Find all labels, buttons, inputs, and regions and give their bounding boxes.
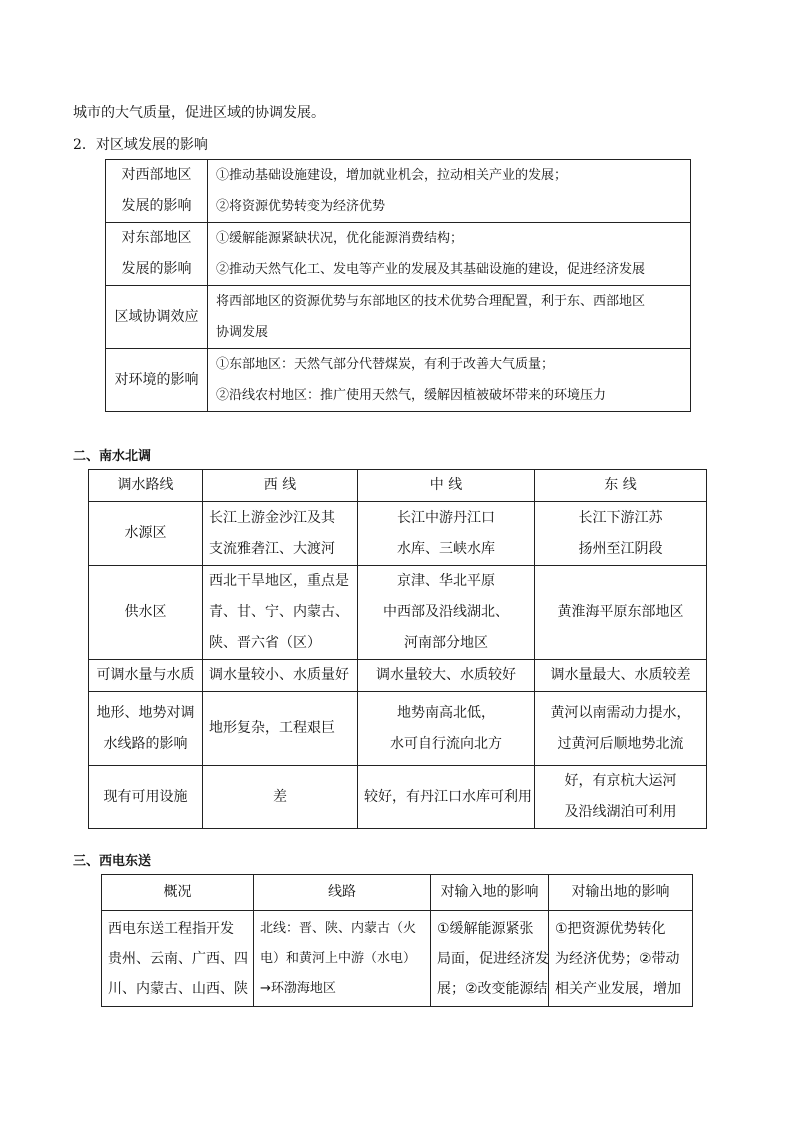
column-header [203, 470, 358, 502]
row-heading [106, 286, 208, 349]
middle-line-cell-line: 地势南高北低， [397, 704, 495, 721]
column-header-line: 对输入地的影响 [440, 884, 539, 900]
row-heading-line: 发展的影响 [121, 198, 192, 214]
table-xidian [101, 874, 693, 1007]
column-header-line: 对输出地的影响 [571, 884, 670, 900]
middle-line-cell-line: 河南部分地区 [404, 635, 488, 651]
column-header [89, 470, 203, 502]
middle-line-cell-line: 长江中游丹江口 [397, 509, 495, 526]
table-row [102, 911, 693, 1007]
west-line-cell [203, 766, 358, 829]
row-heading-line: 发展的影响 [121, 261, 192, 277]
row-content [208, 223, 691, 286]
row-heading [106, 349, 208, 412]
west-line-cell-line: 差 [273, 788, 287, 805]
middle-line-cell-line: 水库、三峡水库 [397, 540, 495, 557]
table-header-row [102, 875, 693, 911]
row-heading-line: 区域协调效应 [114, 308, 199, 325]
east-line-cell-line: 黄淮海平原东部地区 [557, 604, 684, 620]
input-effect-cell-line: 局面，促进经济发 [437, 950, 549, 967]
row-content-line: ①东部地区：天然气部分代替煤炭，有利于改善大气质量； [216, 357, 555, 372]
overview-cell-line: 川、内蒙古、山西、陕 [108, 980, 248, 997]
column-header [358, 470, 535, 502]
row-label-line: 供水区 [124, 604, 167, 620]
east-line-cell [535, 660, 707, 692]
row-heading-line: 对东部地区 [121, 230, 192, 246]
route-cell-line: →环渤海地区 [260, 980, 336, 996]
row-content-line: ①推动基础设施建设，增加就业机会，拉动相关产业的发展； [216, 168, 568, 183]
middle-line-cell [358, 766, 535, 829]
overview-cell-line: 贵州、云南、广西、四 [108, 950, 248, 967]
overview-cell-line: 西电东送工程指开发 [108, 920, 234, 937]
table-row [89, 566, 707, 660]
row-heading-line: 对西部地区 [121, 167, 192, 183]
table-row [89, 692, 707, 766]
column-header-line: 线路 [328, 884, 356, 900]
east-line-cell [535, 692, 707, 766]
section2-title: 2．对区域发展的影响 [73, 137, 208, 153]
west-line-cell [203, 502, 358, 566]
row-label-line: 可调水量与水质 [96, 667, 195, 683]
table-regional-impact [105, 159, 691, 412]
west-line-cell-line: 西北干旱地区，重点是 [209, 573, 349, 589]
middle-line-cell-line: 较好，有丹江口水库可利用 [364, 788, 532, 805]
section-nanshui-title: 二、南水北调 [73, 449, 152, 464]
west-line-cell [203, 660, 358, 692]
row-label-line: 水源区 [124, 525, 167, 541]
column-header [549, 875, 693, 911]
west-line-cell-line: 青、甘、宁、内蒙古、 [209, 604, 349, 620]
column-header-line: 西 线 [263, 477, 297, 493]
west-line-cell-line: 调水量较小、水质量好 [209, 667, 349, 683]
middle-line-cell [358, 692, 535, 766]
row-content-line: 将西部地区的资源优势与东部地区的技术优势合理配置，利于东、西部地区 [216, 294, 646, 309]
table-row [89, 502, 707, 566]
output-effect-cell-line: 相关产业发展，增加 [555, 980, 681, 997]
table-row [89, 660, 707, 692]
row-content-line: ②推动天然气化工、发电等产业的发展及其基础设施的建设，促进经济发展 [216, 262, 646, 277]
section-xidian-title: 三、西电东送 [73, 854, 152, 869]
table-header-row [89, 470, 707, 502]
middle-line-cell-line: 中西部及沿线湖北、 [383, 604, 509, 620]
row-heading [106, 160, 208, 223]
table-row [106, 286, 691, 349]
table-nanshui [88, 469, 707, 829]
east-line-cell [535, 502, 707, 566]
intro-line: 城市的大气质量，促进区域的协调发展。 [73, 105, 325, 121]
input-effect-cell-line: 展；②改变能源结 [437, 980, 548, 997]
east-line-cell-line: 调水量最大、水质较差 [550, 667, 691, 683]
middle-line-cell [358, 502, 535, 566]
input-effect-cell [431, 911, 549, 1007]
column-header [254, 875, 431, 911]
row-heading [106, 223, 208, 286]
row-label [89, 502, 203, 566]
west-line-cell-line: 地形复杂，工程艰巨 [209, 720, 335, 736]
east-line-cell-line: 长江下游江苏 [578, 509, 663, 526]
east-line-cell-line: 过黄河后顺地势北流 [557, 735, 684, 752]
east-line-cell-line: 扬州至江阴段 [578, 540, 663, 557]
row-label [89, 766, 203, 829]
row-label-line: 现有可用设施 [103, 788, 188, 805]
route-cell [254, 911, 431, 1007]
east-line-cell [535, 566, 707, 660]
row-content-line: ②沿线农村地区：推广使用天然气，缓解因植被破坏带来的环境压力 [216, 388, 607, 403]
west-line-cell [203, 692, 358, 766]
middle-line-cell-line: 水可自行流向北方 [390, 735, 502, 752]
middle-line-cell [358, 660, 535, 692]
west-line-cell-line: 长江上游金沙江及其 [209, 509, 335, 526]
route-cell-line: 电）和黄河上中游（水电） [260, 950, 417, 966]
west-line-cell [203, 566, 358, 660]
input-effect-cell-line: ①缓解能源紧张 [437, 920, 534, 937]
middle-line-cell-line: 京津、华北平原 [397, 573, 495, 589]
table-row [106, 349, 691, 412]
output-effect-cell-line: ①把资源优势转化 [555, 920, 666, 937]
west-line-cell-line: 陕、晋六省（区） [209, 635, 321, 651]
output-effect-cell-line: 为经济优势；②带动 [555, 950, 680, 967]
table-row [106, 223, 691, 286]
east-line-cell-line: 及沿线湖泊可利用 [564, 804, 677, 820]
middle-line-cell-line: 调水量较大、水质较好 [376, 667, 516, 683]
column-header-line: 东 线 [604, 477, 637, 493]
row-content [208, 160, 691, 223]
row-content-line: ②将资源优势转变为经济优势 [216, 199, 386, 214]
column-header-line: 调水路线 [117, 477, 174, 493]
route-cell-line: 北线：晋、陕、内蒙古（火 [260, 920, 417, 936]
row-heading-line: 对环境的影响 [114, 371, 199, 388]
row-content [208, 286, 691, 349]
row-label [89, 692, 203, 766]
east-line-cell-line: 好，有京杭大运河 [564, 773, 677, 789]
row-label [89, 660, 203, 692]
output-effect-cell [549, 911, 693, 1007]
row-label-line: 水线路的影响 [103, 735, 188, 752]
east-line-cell [535, 766, 707, 829]
table-row [106, 160, 691, 223]
east-line-cell-line: 黄河以南需动力提水， [550, 704, 691, 721]
column-header [102, 875, 254, 911]
row-content-line: 协调发展 [216, 325, 269, 340]
column-header-line: 中 线 [429, 477, 463, 493]
west-line-cell-line: 支流雅砻江、大渡河 [209, 540, 335, 557]
row-content [208, 349, 691, 412]
row-label-line: 地形、地势对调 [96, 704, 195, 721]
overview-cell [102, 911, 254, 1007]
column-header-line: 概况 [163, 884, 192, 900]
column-header [535, 470, 707, 502]
middle-line-cell [358, 566, 535, 660]
table-row [89, 766, 707, 829]
column-header [431, 875, 549, 911]
row-content-line: ①缓解能源紧缺状况，优化能源消费结构； [216, 231, 464, 246]
row-label [89, 566, 203, 660]
